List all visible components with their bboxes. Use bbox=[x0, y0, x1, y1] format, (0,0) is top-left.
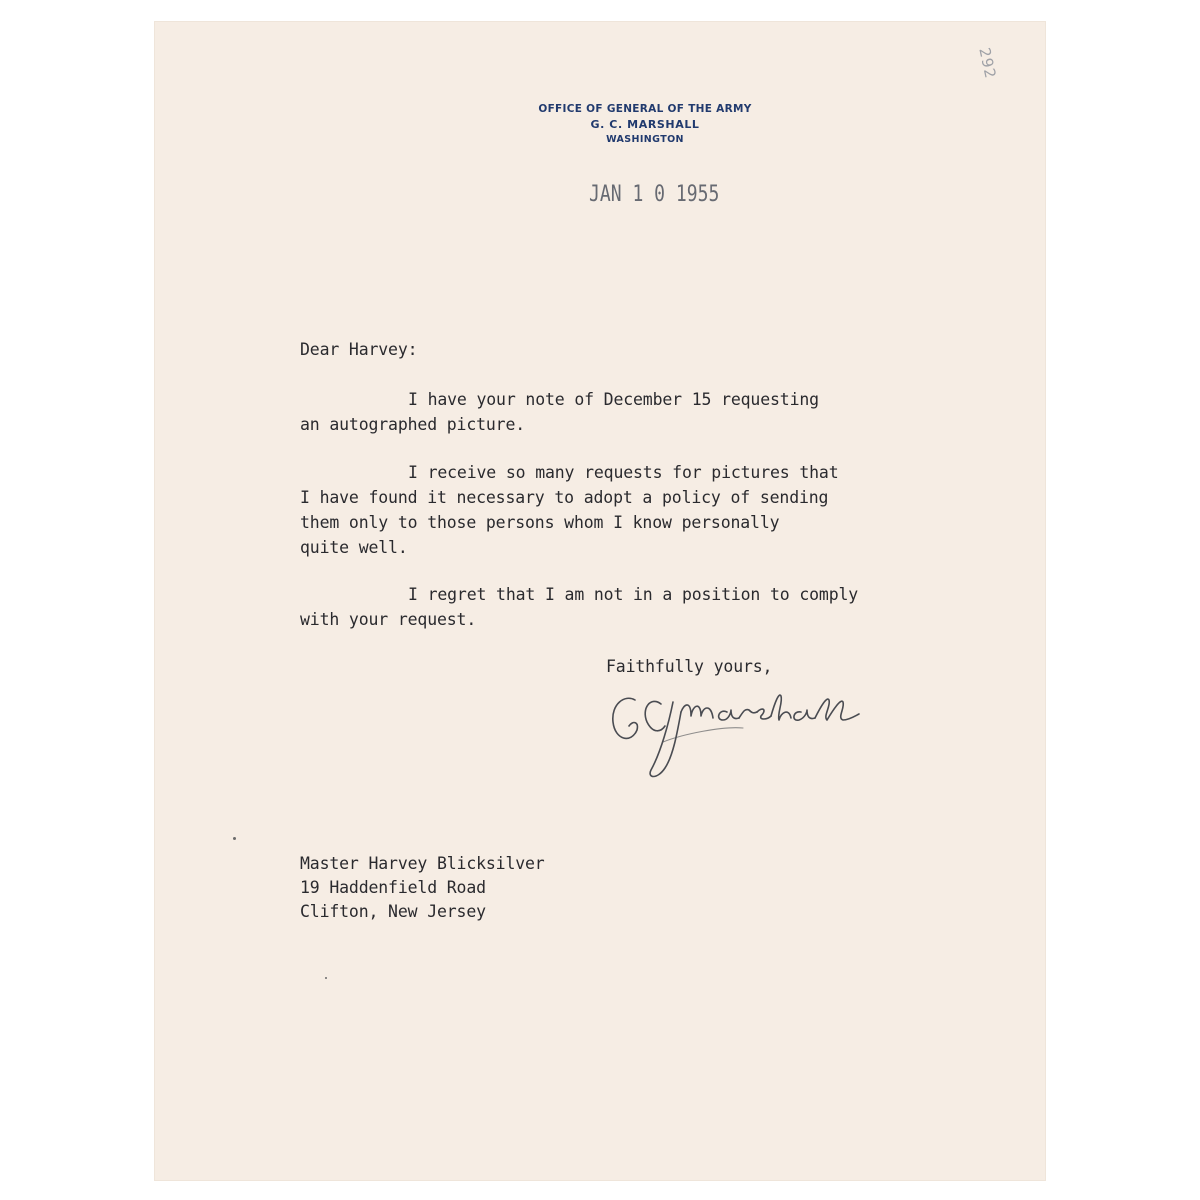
paragraph-line: quite well. bbox=[300, 538, 408, 557]
address-line: Master Harvey Blicksilver bbox=[300, 854, 545, 873]
paragraph-line: with your request. bbox=[300, 610, 477, 629]
paper-speck bbox=[233, 837, 236, 840]
paragraph-line: I regret that I am not in a position to comply bbox=[408, 585, 859, 604]
signature bbox=[603, 682, 873, 782]
letterhead-office: OFFICE OF GENERAL OF THE ARMY bbox=[538, 103, 752, 115]
date-stamp: JAN 1 0 1955 bbox=[589, 182, 720, 207]
paper-speck bbox=[325, 977, 327, 979]
closing: Faithfully yours, bbox=[606, 657, 773, 676]
address-line: Clifton, New Jersey bbox=[300, 902, 486, 921]
paragraph-1 bbox=[300, 387, 819, 437]
pencil-notation: 292 bbox=[975, 46, 1000, 81]
recipient-address bbox=[300, 852, 545, 924]
salutation: Dear Harvey: bbox=[300, 340, 418, 359]
paragraph-2 bbox=[300, 460, 839, 560]
paragraph-line: an autographed picture. bbox=[300, 415, 526, 434]
paragraph-line: I have your note of December 15 requesting bbox=[408, 390, 819, 409]
paragraph-line: I have found it necessary to adopt a policy of sending bbox=[300, 488, 829, 507]
paragraph-line: I receive so many requests for pictures that bbox=[408, 463, 839, 482]
paragraph-line: them only to those persons whom I know personally bbox=[300, 513, 780, 532]
paragraph-3 bbox=[300, 582, 858, 632]
letter-page bbox=[155, 22, 1045, 1180]
letterhead-city: WASHINGTON bbox=[606, 134, 684, 145]
letterhead bbox=[155, 102, 1045, 148]
address-line: 19 Haddenfield Road bbox=[300, 878, 486, 897]
letterhead-name: G. C. MARSHALL bbox=[590, 118, 700, 131]
